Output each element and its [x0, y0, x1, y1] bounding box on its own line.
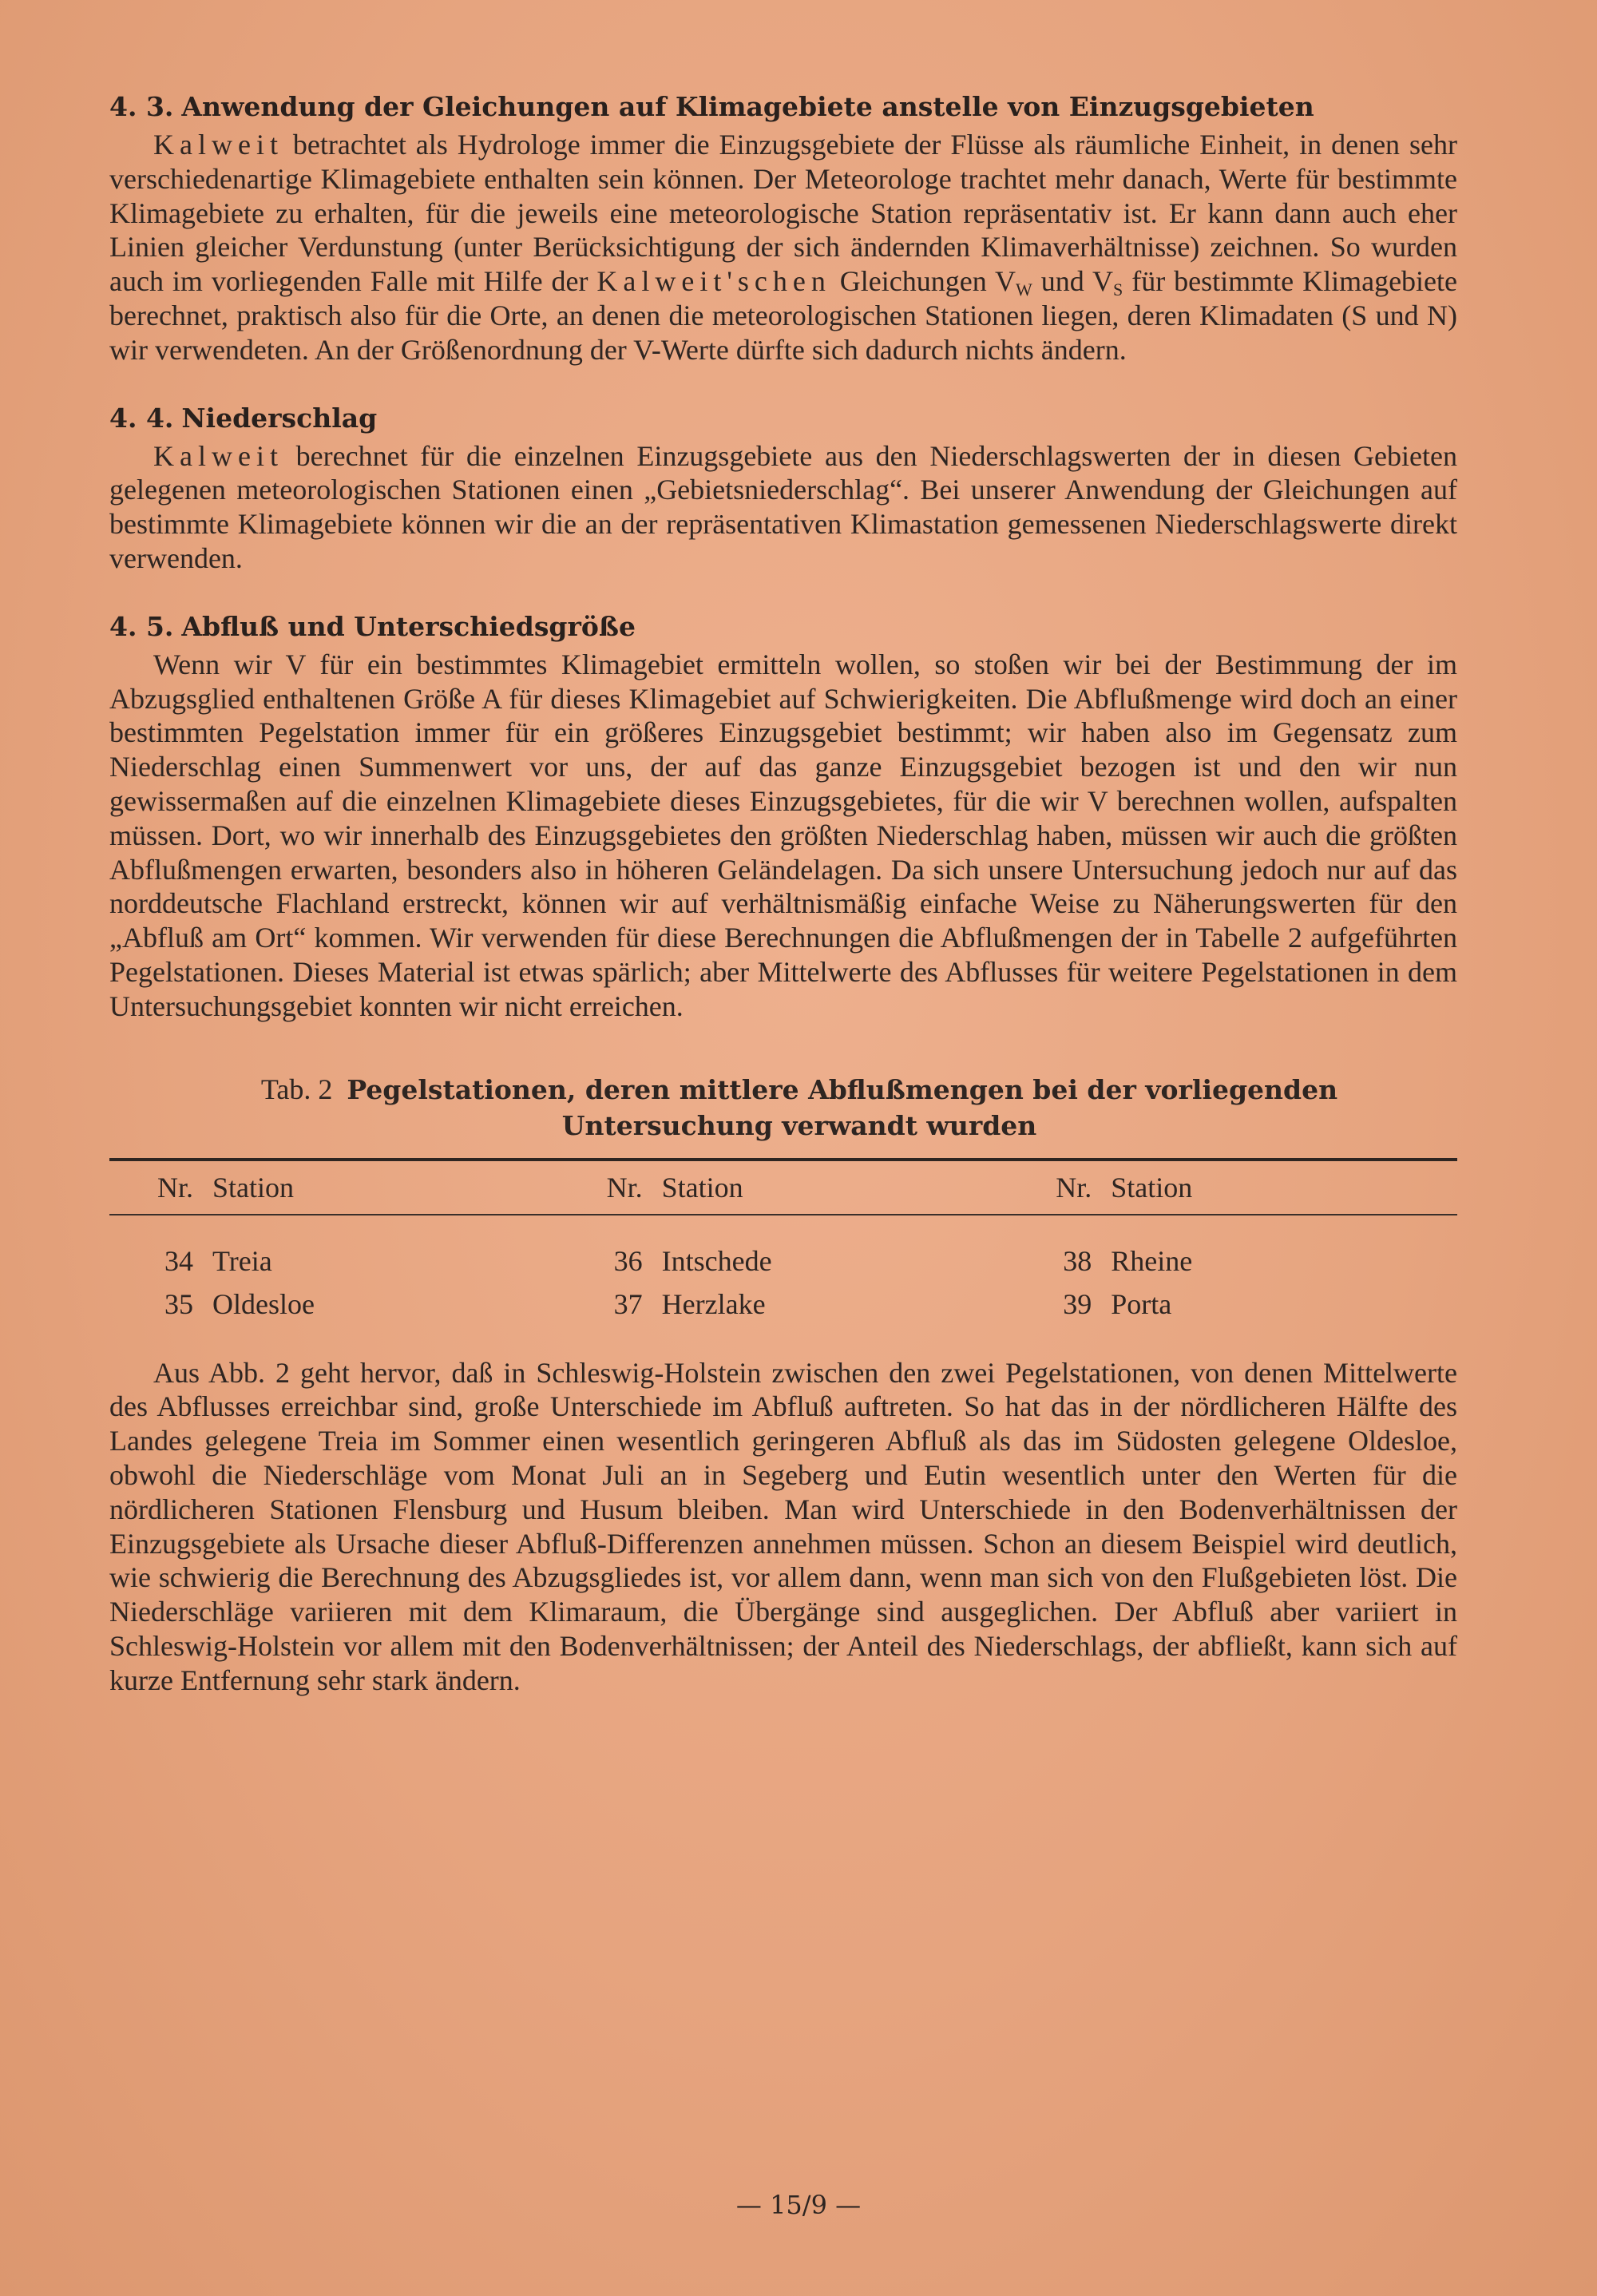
page-number: — 15/9 —: [735, 2190, 862, 2220]
column-header: Station: [1111, 1171, 1193, 1204]
table-cell: 35: [164, 1287, 193, 1320]
table-cell: Rheine: [1111, 1244, 1193, 1277]
table-row: [109, 1283, 1457, 1326]
table-cell: Porta: [1111, 1287, 1172, 1320]
table-header-row: [109, 1161, 1457, 1214]
section-number: 4. 5.: [109, 610, 174, 642]
section-paragraph: [109, 439, 1457, 576]
paragraph-text: und V: [1032, 265, 1114, 298]
column-header: Nr.: [1056, 1171, 1092, 1204]
section-title: Niederschlag: [181, 402, 378, 434]
section-title: Anwendung der Gleichungen auf Klimagebiete anstelle von Einzugsgebieten: [181, 91, 1314, 122]
table-cell: Oldesloe: [212, 1287, 315, 1320]
table-cell: Intschede: [661, 1244, 772, 1277]
section-heading: [109, 89, 1457, 125]
stations-table-body: [109, 1215, 1457, 1326]
author-name: Kalweit: [153, 439, 283, 472]
section-heading: [109, 609, 1457, 644]
section-heading: [109, 401, 1457, 436]
table-cell: 38: [1063, 1244, 1092, 1277]
table-cell: Herzlake: [661, 1287, 766, 1320]
section-paragraph: [109, 128, 1457, 367]
table-cell: 36: [613, 1244, 643, 1277]
paragraph-text: Gleichungen V: [830, 265, 1016, 298]
section-title: Abfluß und Unterschiedsgröße: [181, 610, 636, 642]
table-title-line-1: Pegelstationen, deren mittlere Abflußmengen bei der vorliegenden: [347, 1073, 1338, 1105]
table-cell: Treia: [212, 1244, 272, 1277]
column-header: Nr.: [157, 1171, 193, 1204]
section-4-3: [109, 89, 1457, 367]
section-paragraph: Wenn wir V für ein bestimmtes Klimagebiet ermitteln wollen, so stoßen wir bei der Bestimmung der im Abzugsglied enthaltenen Größe A für dieses Klimagebiet auf Schwierigkeiten. Die Abflußmenge wird doch an einer bestimmten Pegelstation immer für ein größeres Einzugsgebiet bestimmt; wir haben also im Gegensatz zum Niederschlag einen Summenwert vor uns, der auf das ganze Einzugsgebiet bezogen ist und den wir nun gewissermaßen auf die einzelnen Klimagebiete dieses Einzugsgebietes, für die wir V berechnen wollen, aufspalten müssen. Dort, wo wir innerhalb des Einzugsgebietes den größten Niederschlag haben, müssen wir auch die größten Abflußmengen erwarten, besonders also in höheren Geländelagen. Da sich unsere Untersuchung jedoch nur auf das norddeutsche Flachland erstreckt, können wir auf verhältnismäßig einfache Weise zu Näherungswerten für den „Abfluß am Ort“ kommen. Wir verwenden für diese Berechnungen die Abflußmengen der in Tabelle 2 aufgeführten Pegelstationen. Dieses Material ist etwas spärlich; aber Mittelwerte des Abflusses für weitere Pegelstationen in dem Untersuchungsgebiet konnten wir nicht erreichen.: [109, 648, 1457, 1022]
table-label: Tab. 2: [260, 1073, 333, 1105]
column-header: Station: [212, 1171, 295, 1204]
table-cell: 37: [613, 1287, 643, 1320]
closing-paragraph: Aus Abb. 2 geht hervor, daß in Schleswig-Holstein zwischen den zwei Pegelstationen, von denen Mittelwerte des Abflusses erreichbar sind, große Unterschiede im Abfluß auftreten. So hat das in der nördlicheren Hälfte des Landes gelegene Treia im Sommer einen wesentlich geringeren Abfluß als das im Südosten gelegene Oldesloe, obwohl die Niederschläge vom Monat Juli an in Segeberg und Eutin wesentlich unter den Werten für die nördlicheren Stationen Flensburg und Husum bleiben. Man wird Unterschiede in den Bodenverhältnissen der Einzugsgebiete als Ursache dieser Abfluß-Differenzen annehmen müssen. Schon an diesem Beispiel wird deutlich, wie schwierig die Berechnung des Abzugsgliedes ist, vor allem dann, wenn man sich von den Flußgebieten löst. Die Niederschläge variieren mit dem Klimaraum, die Übergänge sind ausgeglichen. Der Abfluß aber variiert in Schleswig-Holstein vor allem mit den Bodenverhältnissen; der Anteil des Niederschlags, der abfließt, kann sich auf kurze Entfernung sehr stark ändern.: [109, 1356, 1457, 1696]
subscript: S: [1113, 280, 1123, 300]
column-header: Nr.: [606, 1171, 643, 1204]
subscript: W: [1016, 280, 1032, 300]
column-header: Station: [661, 1171, 743, 1204]
section-4-4: [109, 401, 1457, 576]
table-cell: 39: [1063, 1287, 1092, 1320]
section-4-5: [109, 609, 1457, 1024]
table-row: [109, 1239, 1457, 1283]
author-name: Kalweit: [153, 129, 283, 161]
table-title-line-2: Untersuchung verwandt wurden: [561, 1109, 1037, 1141]
table-cell: 34: [164, 1244, 193, 1277]
stations-table: [109, 1161, 1457, 1214]
paragraph-text: berechnet für die einzelnen Einzugsgebiete aus den Niederschlagswerten der in diesen Gebieten gelegenen meteorologischen Stationen einen „Gebietsniederschlag“. Bei unserer Anwendung der Gleichungen auf bestimmte Klimagebiete können wir die an der repräsentativen Klimastation gemessenen Niederschlagswerte direkt verwenden.: [109, 439, 1457, 574]
author-name: Kalweit'schen: [596, 265, 831, 298]
table-caption: [109, 1072, 1457, 1144]
paragraph-text: für bestimmte Klimagebiete berechnet, praktisch also für die Orte, an denen die meteorologischen Stationen liegen, deren Klimadaten (S und N) wir verwendeten. An der Größenordnung der V-Werte dürfte sich dadurch nichts ändern.: [109, 265, 1458, 366]
section-number: 4. 3.: [109, 91, 174, 122]
paragraph-text: betrachtet als Hydrologe immer die Einzugsgebiete der Flüsse als räumliche Einheit, in denen sehr verschiedenartige Klimagebiete enthalten sein können. Der Meteorologe trachtet mehr danach, Werte für bestimmte Klimagebiete zu erhalten, für die jeweils eine meteorologische Station repräsentativ ist. Er kann dann auch eher Linien gleicher Verdunstung (unter Berücksichtigung der sich ändernden Klimaverhältnisse) zeichnen. So wurden auch im vorliegenden Falle mit Hilfe der: [109, 129, 1457, 298]
section-number: 4. 4.: [109, 402, 174, 434]
page-content: [109, 89, 1457, 1698]
